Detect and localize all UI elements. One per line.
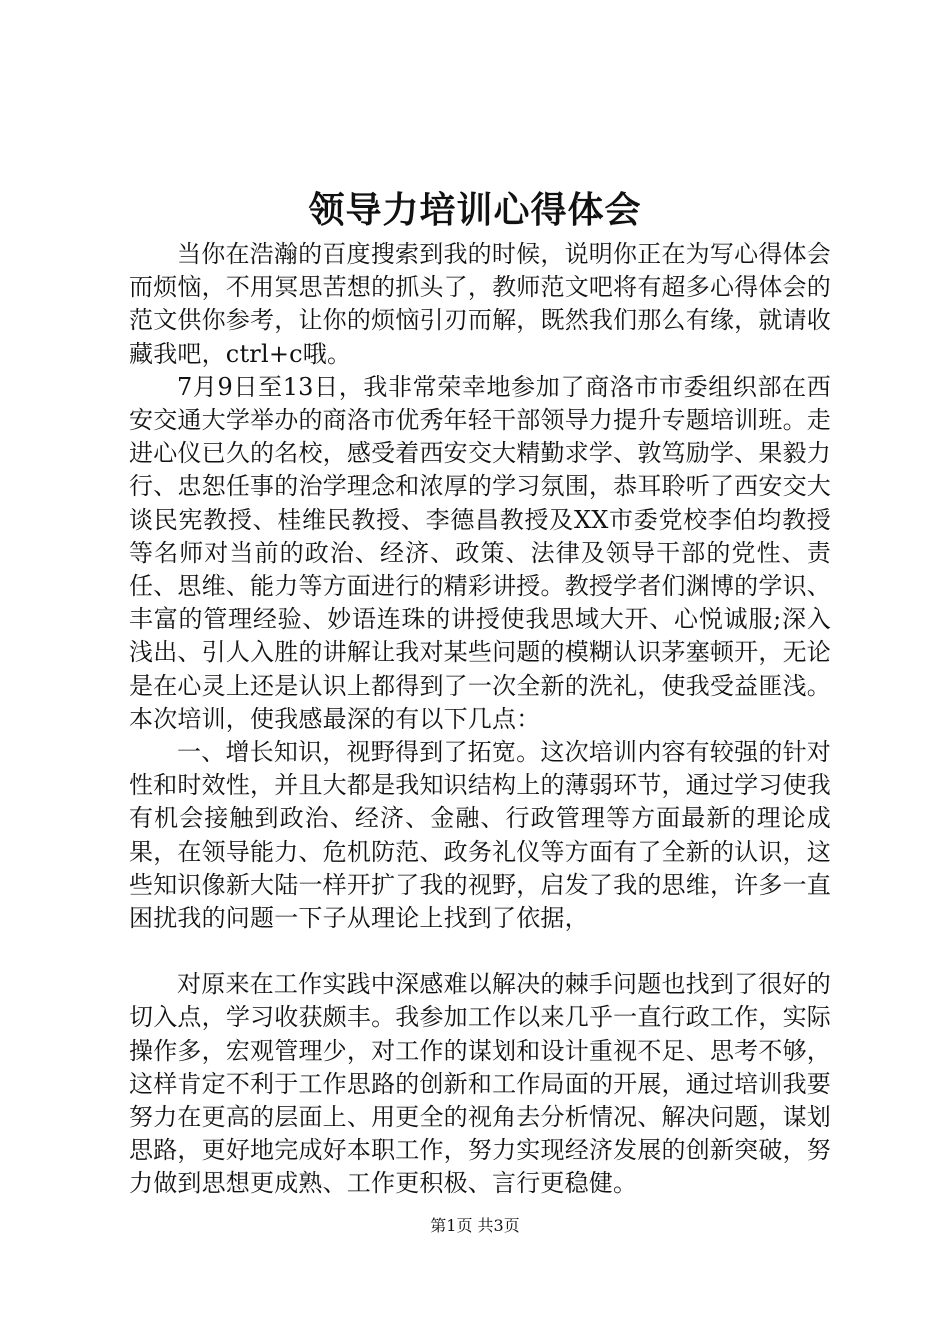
document-title: 领导力培训心得体会 <box>308 189 642 231</box>
paragraph-training-overview: 7月9日至13日，我非常荣幸地参加了商洛市市委组织部在西安交通大学举办的商洛市优秀年轻干部领导力提升专题培训班。走进心仪已久的名校，感受着西安交大精勤求学、敦笃励学、果毅力行、忠恕任事的治学理念和浓厚的学习氛围，恭耳聆听了西安交大谈民宪教授、桂维民教授、李德昌教授及XX市委党校李伯均教授等名师对当前的政治、经济、政策、法律及领导干部的党性、责任、思维、能力等方面进行的精彩讲授。教授学者们渊博的学识、丰富的管理经验、妙语连珠的讲授使我思域大开、心悦诚服;深入浅出、引人入胜的讲解让我对某些问题的模糊认识茅塞顿开，无论是在心灵上还是认识上都得到了一次全新的洗礼，使我受益匪浅。本次培训，使我感最深的有以下几点： <box>129 372 831 733</box>
paragraph-point-one-continued: 对原来在工作实践中深感难以解决的棘手问题也找到了很好的切入点，学习收获颇丰。我参加工作以来几乎一直行政工作，实际操作多，宏观管理少，对工作的谋划和设计重视不足、思考不够，这样肯定不利于工作思路的创新和工作局面的开展，通过培训我要努力在更高的层面上、用更全的视角去分析情况、解决问题，谋划思路，更好地完成好本职工作，努力实现经济发展的创新突破，努力做到思想更成熟、工作更积极、言行更稳健。 <box>129 970 831 1198</box>
page-number-footer: 第1页 共3页 <box>430 1216 520 1235</box>
document-body <box>129 238 831 1201</box>
paragraph-point-one: 一、增长知识，视野得到了拓宽。这次培训内容有较强的针对性和时效性，并且大都是我知识结构上的薄弱环节，通过学习使我有机会接触到政治、经济、金融、行政管理等方面最新的理论成果，在领导能力、危机防范、政务礼仪等方面有了全新的认识，这些知识像新大陆一样开扩了我的视野，启发了我的思维，许多一直困扰我的问题一下子从理论上找到了依据， <box>129 738 831 933</box>
paragraph-intro: 当你在浩瀚的百度搜索到我的时候，说明你正在为写心得体会而烦恼，不用冥思苦想的抓头了，教师范文吧将有超多心得体会的范文供你参考，让你的烦恼引刃而解，既然我们那么有缘，就请收藏我吧，ctrl+c哦。 <box>129 240 831 368</box>
